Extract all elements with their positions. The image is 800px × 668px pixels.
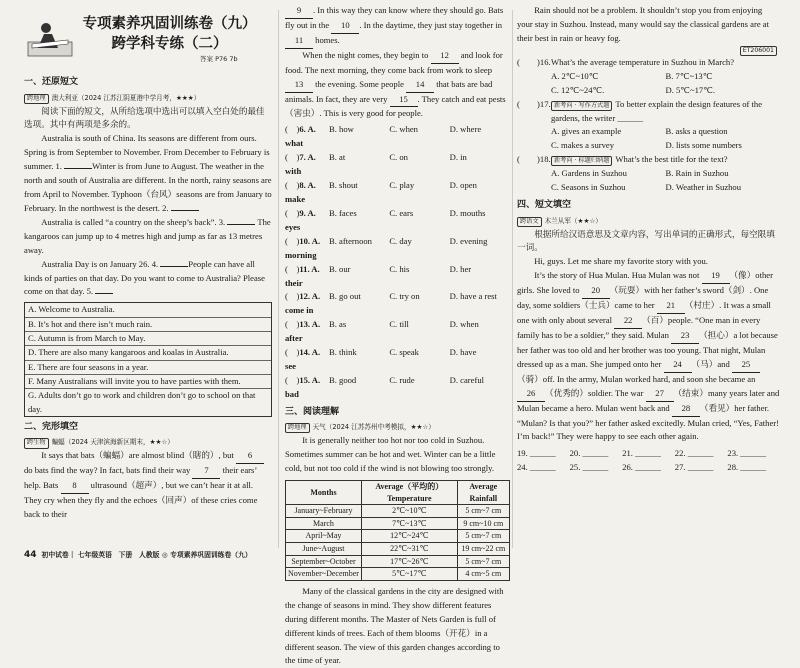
section-title-2: 二、完形填空 [24,421,79,432]
table-header-row [286,481,510,505]
passage-paragraph: Many of the classical gardens in the city are designed with the change of seasons in mind. They show different features during different months. The Master of Nets Garden is full of different kinds of trees. Each of them blooms（开花）in a different season. The view of this garden changes according to the time of year. [285,585,504,666]
choice-option[interactable]: B. asks a question [665,126,728,137]
table-row: March 7℃~13℃ 9 cm~10 cm [286,517,510,530]
page-number: 44 [24,550,37,560]
choice-row[interactable]: ( )14. A. see B. think C. speak D. have [285,347,477,372]
choice-option[interactable]: C. 12℃~24℃. [551,84,605,95]
choice-row[interactable]: ( )11. A. their B. our C. his D. her [285,263,472,288]
answer-line[interactable]: 20. ______ [569,448,609,459]
choice-row[interactable]: ( )13. A. after B. as C. till D. when [285,319,479,344]
table-row: September~October 17℃~26℃ 5 cm~7 cm [286,555,510,568]
answer-blank[interactable]: 23 [671,329,699,344]
passage-paragraph: Australia is south of China. Its seasons are different from ours. Spring is from September to November. From December to February is summer. 1. Winter is from June to August. The weather in the north and south of Australia are different. In the north, rainy seasons are from April to November. Typhoon（台风）seasons are from January to February. In the northwest is the desert. 2. [24,133,272,213]
answer-blank[interactable]: 25 [732,358,760,373]
section-title-3: 三、阅读理解 [285,406,340,417]
answer-blank[interactable]: 8 [61,479,89,494]
answer-bracket[interactable]: ( )17. [517,98,551,109]
answer-blank[interactable]: 20 [582,284,610,299]
column-divider [512,10,513,548]
answer-line[interactable]: 26. ______ [622,462,661,473]
column-right [517,4,780,475]
answer-reference: 答案 P76 7b [200,55,238,63]
question-code: ET206001 [740,46,777,56]
answer-blank[interactable]: 9 [285,4,313,19]
choice-list [285,123,510,401]
option-item: C. Autumn is from March to May. [25,332,271,346]
question-16: ( )16. What’s the average temperature in Suzhou in March? [517,56,780,70]
reader-logo-icon [24,18,76,60]
choice-row[interactable]: ( )12. A. come in B. go out C. try on D. have a rest [285,291,497,316]
passage-paragraph: It says that bats（蝙蝠）are almost blind（瞎的）, but 6 do bats find the way? In fact, bats find their way 7 their ears’ help. Bats 8 ultrasound（超声）, but we can’t hear it at all. They cry when they fly and the echoes（回声）of these cries come back to their [24,449,272,522]
table-row: November~December 5℃~17℃ 4 cm~5 cm [286,568,510,581]
choice-row[interactable]: ( )15. A. bad B. good C. rude D. careful [285,374,485,399]
answer-blank[interactable]: 14 [406,78,434,93]
passage-paragraph: It is generally neither too hot nor too cold in Suzhou. Sometimes summer can be hot and wet. Winter can be a little cold, but not too cold if the wind is not blowing too strongly. [285,435,496,474]
choice-option[interactable]: D. Weather in Suzhou [665,182,742,193]
page-title [82,14,257,54]
page-footer [24,549,252,560]
option-item: B. It’s hot and there isn’t much rain. [25,318,271,332]
choice-option[interactable]: A. 2℃~10℃ [551,70,599,81]
choice-row[interactable]: ( )8. A. make B. shout C. play D. open [285,180,477,204]
subject-tag: 跨生物 [24,438,49,448]
table-header: Average Rainfall [457,481,509,505]
subject-tag: 跨地理 [24,94,49,104]
answer-blank[interactable] [160,266,188,267]
answer-blank[interactable]: 15 [390,93,418,108]
answer-line[interactable]: 24. ______ [517,462,556,473]
answer-blank[interactable] [227,224,255,225]
answer-bracket[interactable]: ( )18. [517,154,551,165]
source-label: 木兰从军（★★☆） [544,216,602,225]
title-line-1: 专项素养巩固训练卷（九） [82,16,257,32]
column-divider [278,10,279,548]
column-left [24,4,272,522]
passage-paragraph: 9 . In this way they can know where they should go. Bats fly out in the 10 . In the daytime, they just stay together in 11 homes. [285,4,510,49]
option-item: A. Welcome to Australia. [25,303,271,317]
option-item: D. There are also many kangaroos and koalas in Australia. [25,346,271,360]
passage-paragraph: Rain should not be a problem. It shouldn’t stop you from enjoying your stay in Suzhou. Instead, many would say the classical gardens are at their best in rain or heavy fog. [517,5,770,43]
answer-line-grid [517,447,780,475]
choice-option[interactable]: C. Seasons in Suzhou [551,182,626,193]
answer-blank[interactable]: 10 [331,19,359,34]
table-row: June~August 22℃~31℃ 19 cm~22 cm [286,543,510,556]
options-box [24,302,272,417]
choice-option[interactable]: B. 7℃~13℃ [665,70,713,81]
choice-option[interactable]: D. lists some numbers [665,140,742,151]
question-choices [517,167,780,195]
subject-tag: 跨地理 [285,423,310,433]
answer-blank[interactable]: 24 [664,358,692,373]
answer-blank[interactable]: 13 [285,78,313,93]
instructions: 阅读下面的短文，从所给选项中选出可以填入空白处的最佳选项。其中有两项是多余的。 [24,105,265,130]
question-choices [517,125,780,153]
answer-blank[interactable]: 7 [192,464,220,479]
passage-paragraph: It’s the story of Hua Mulan. Hua Mulan was not 19 （像）other girls. She loved to 20 （玩耍）with her father’s sword（剑）. One day, some soldiers（士兵）came to her 21 （村庄）. It was a small one with only about several 22 （百）people. “One man in every family has to be a soldier,” they said. Mulan 23 （担心）a lot because her father was too old and her brother was too young. That night, Mulan dressed up as a man. She jumped onto her 24 （马）and 25（骑）off. In the army, Mulan worked hard, and soon she became an 26 （优秀的）soldier. The war 27 （结束）many years later and Mulan became a hero. Mulan went back and 28 （看见）her father. “Mulan? Is that you?” her father asked excitedly. Mulan cried, “Yes, Father! I’m back!” They were happy to see each other again. [517,270,780,442]
subject-tag: 跨语文 [517,217,542,227]
table-row: January~February 2℃~10℃ 5 cm~7 cm [286,505,510,518]
choice-option[interactable]: C. makes a survey [551,140,615,151]
answer-blank[interactable]: 6 [236,449,264,464]
answer-blank[interactable]: 26 [517,387,545,402]
choice-row[interactable]: ( )10. A. morning B. afternoon C. day D. evening [285,235,488,260]
choice-row[interactable]: ( )9. A. eyes B. faces C. ears D. mouths [285,207,486,232]
question-18: ( )18. 新考向 · 标题归纳题 What’s the best title for the text? [517,153,780,167]
answer-blank[interactable] [64,168,92,169]
choice-row[interactable]: ( )7. A. with B. at C. on D. in [285,152,467,177]
choice-row[interactable]: ( )6. A. what B. how C. when D. where [285,124,482,149]
answer-line[interactable]: 28. ______ [727,462,767,473]
question-17: ( )17. 新考向 · 写作方式题 To better explain the design features of the gardens, the writer ______ [517,98,780,126]
answer-line[interactable]: 19. ______ [517,448,556,459]
source-label: 澳大利亚（2024 江苏江阴夏港中学月考，★★★） [51,93,201,102]
choice-option[interactable]: A. gives an example [551,126,622,137]
question-tag: 新考向 · 写作方式题 [551,101,612,111]
choice-option[interactable]: B. Rain in Suzhou [665,168,729,179]
title-line-2: 跨学科专练（二） [111,36,228,52]
footer-text: 初中试卷｜ 七年级英语 下册 人教版 ◎ 专项素养巩固训练卷（九） [41,551,252,559]
answer-blank[interactable]: 21 [657,299,685,314]
choice-option[interactable]: D. 5℃~17℃. [665,84,715,95]
source-label: 蝙蝠（2024 天津滨海新区期末，★★☆） [51,438,174,447]
column-middle [285,4,510,668]
answer-line[interactable]: 25. ______ [569,462,609,473]
answer-blank[interactable]: 28 [672,402,700,417]
answer-line[interactable]: 27. ______ [674,462,714,473]
instructions: 根据所给汉语意思及文章内容，写出单词的正确形式，每空限填一词。 [517,228,775,253]
table-header: Average（平均的） Temperature [361,481,457,505]
answer-blank[interactable]: 11 [285,34,313,49]
answer-blank[interactable]: 22 [614,314,642,329]
answer-line[interactable]: 22. ______ [674,448,714,459]
answer-blank[interactable] [95,293,113,294]
answer-blank[interactable] [171,210,199,211]
answer-blank[interactable]: 19 [702,269,730,284]
source-label: 天气（2024 江苏苏州中考模拟，★★☆） [312,423,435,432]
answer-bracket[interactable]: ( )16. [517,56,551,67]
question-choices [517,70,780,98]
table-row: April~May 12℃~24℃ 5 cm~7 cm [286,530,510,543]
choice-option[interactable]: A. Gardens in Suzhou [551,168,627,179]
answer-blank[interactable]: 27 [646,387,674,402]
answer-line[interactable]: 21. ______ [622,448,661,459]
question-tag: 新考向 · 标题归纳题 [551,156,612,166]
passage-paragraph: Australia is called “a country on the sheep’s back”. 3. The kangaroos can jump up to 4 metres high and jump as far as 13 metres away. [24,216,271,255]
answer-line[interactable]: 23. ______ [727,448,767,459]
section-title-4: 四、短文填空 [517,200,572,211]
passage-paragraph: Australia Day is on January 26. 4. People can have all kinds of parties on that day. Do you want to come to Australia? Please come on that day. 5. [24,258,265,297]
option-item: F. Many Australians will invite you to have parties with them. [25,375,271,389]
page-header [24,4,272,72]
option-item: G. Adults don’t go to work and children don’t go to school on that day. [28,390,256,414]
passage-paragraph: When the night comes, they begin to 12 and look for food. The next morning, they come back from work to sleep 13 the evening. Some people 14 that bats are bad animals. In fact, they are very 15 . They catch and eat pests（害虫）. This is very good for people. [285,49,506,119]
passage-paragraph: Hi, guys. Let me share my favorite story with you. [534,256,708,267]
section-title-1: 一、还原短文 [24,77,79,87]
option-item: E. There are four seasons in a year. [25,361,271,375]
answer-blank[interactable]: 12 [431,49,459,64]
table-header: Months [286,481,362,505]
